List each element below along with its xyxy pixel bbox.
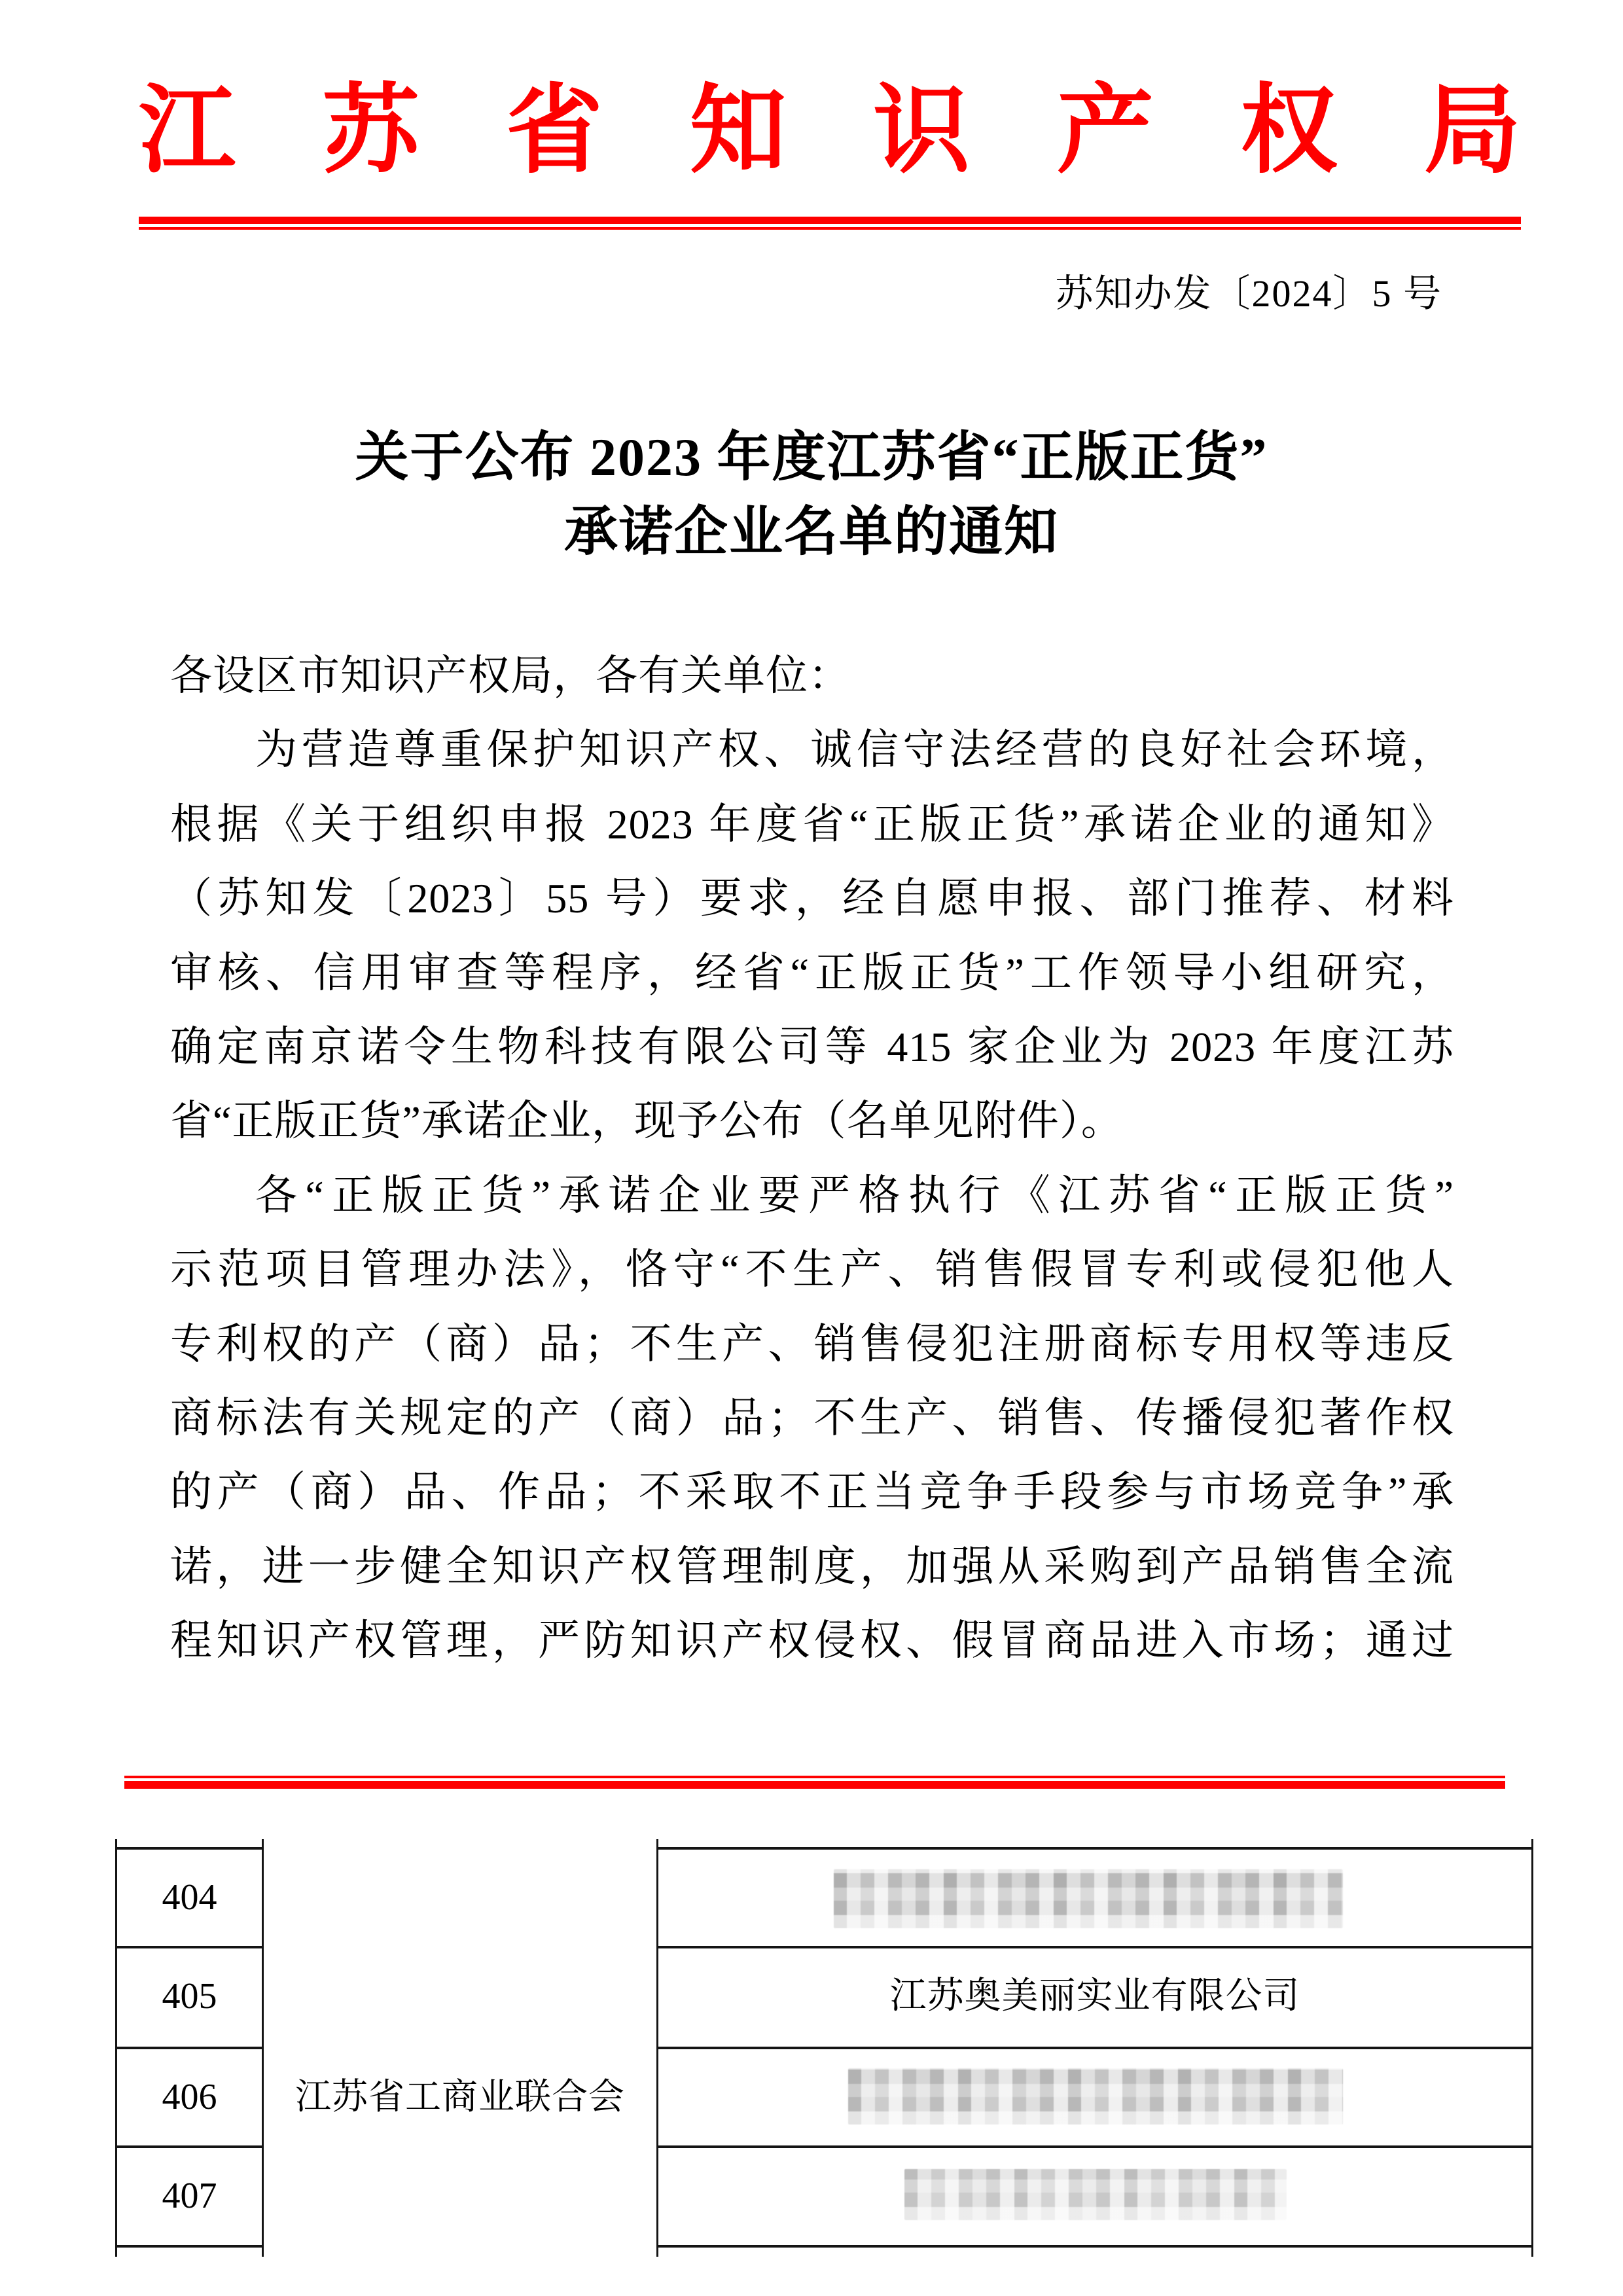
separator-rule <box>124 1776 1505 1789</box>
body-line: 程知识产权管理，严防知识产权侵权、假冒商品进入市场；通过 <box>170 1617 1454 1664</box>
body-line: 各“正版正货”承诺企业要严格执行《江苏省“正版正货” <box>255 1172 1454 1219</box>
table-row-line <box>656 1847 1533 1850</box>
notice-title <box>0 420 1623 569</box>
body-line: 的产（商）品、作品；不采取不正当竞争手段参与市场竞争”承 <box>170 1469 1454 1516</box>
body-line: （苏知发〔2023〕55 号）要求，经自愿申报、部门推荐、材料 <box>170 875 1454 922</box>
body-line: 确定南京诺令生物科技有限公司等 415 家企业为 2023 年度江苏 <box>170 1023 1454 1070</box>
body-line: 省“正版正货”承诺企业，现予公布（名单见附件）。 <box>170 1098 1124 1145</box>
redacted-company-mosaic-407 <box>904 2169 1287 2220</box>
attachment-table <box>115 1839 1533 2257</box>
row-number-404: 404 <box>162 1877 217 1918</box>
letterhead-rule <box>139 217 1521 230</box>
notice-title-line2: 承诺企业名单的通知 <box>563 502 1059 562</box>
recommending-org-merged-cell: 江苏省工商业联合会 <box>294 2077 625 2117</box>
separator-rule-thin <box>124 1776 1505 1778</box>
body-line: 专利权的产（商）品；不生产、销售侵犯注册商标专用权等违反 <box>170 1320 1454 1367</box>
body-text <box>170 639 1454 1677</box>
notice-title-line1: 关于公布 2023 年度江苏省“正版正货” <box>355 427 1268 487</box>
agency-title: 江 苏 省 知 识 产 权 局 <box>139 78 1521 185</box>
table-row-line <box>115 2245 264 2248</box>
row-number-407: 407 <box>162 2176 217 2216</box>
table-row-line <box>656 2047 1533 2049</box>
doc-number: 苏知办发〔2024〕5 号 <box>1055 272 1442 315</box>
separator-rule-thick <box>124 1781 1505 1789</box>
company-name-405: 江苏奥美丽实业有限公司 <box>889 1976 1300 2017</box>
letterhead-rule-thin <box>139 227 1521 230</box>
body-line: 为营造尊重保护知识产权、诚信守法经营的良好社会环境， <box>255 726 1454 774</box>
table-row-line <box>656 2245 1533 2248</box>
body-line: 诺，进一步健全知识产权管理制度，加强从采购到产品销售全流 <box>170 1543 1454 1590</box>
body-line: 根据《关于组织申报 2023 年度省“正版正货”承诺企业的通知》 <box>170 800 1454 848</box>
body-line: 审核、信用审查等程序，经省“正版正货”工作领导小组研究， <box>170 949 1454 996</box>
letterhead-rule-thick <box>139 217 1521 224</box>
table-row-line <box>656 2145 1533 2148</box>
redacted-company-mosaic-404 <box>834 1869 1343 1928</box>
body-line: 示范项目管理办法》，恪守“不生产、销售假冒专利或侵犯他人 <box>170 1246 1454 1293</box>
body-line: 商标法有关规定的产（商）品；不生产、销售、传播侵犯著作权 <box>170 1394 1454 1441</box>
row-number-406: 406 <box>162 2077 217 2117</box>
redacted-company-mosaic-406 <box>848 2068 1343 2125</box>
body-line: 各设区市知识产权局，各有关单位： <box>170 653 851 699</box>
row-number-405: 405 <box>162 1976 217 2017</box>
